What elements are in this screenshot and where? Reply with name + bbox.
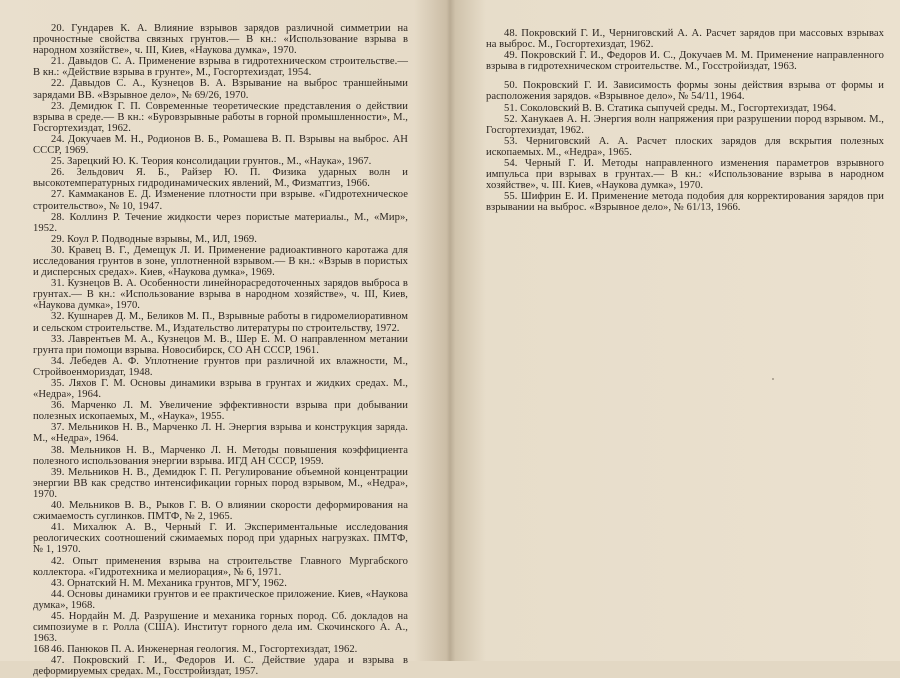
reference-item: 23. Демидюк Г. П. Современные теоретические представления о действии взрыва в среде.— В кн.: «Буровзрывные работы в горной промышленности», М., Госгортехиздат, 1962. [33,100,408,134]
reference-item: 42. Опыт применения взрыва на строительстве Главного Мургабского коллектора. «Гидротехника и мелиорация», № 6, 1971. [33,555,408,578]
reference-item: 36. Марченко Л. М. Увеличение эффективности взрыва при добывании полезных ископаемых, М., «Наука», 1955. [33,400,408,423]
reference-item: 43. Орнатский Н. М. Механика грунтов, МГУ, 1962. [51,577,287,589]
reference-item: 48. Покровский Г. И., Черниговский А. А. Расчет зарядов при массовых взрывах на выброс. М., Госгортехиздат, 1962. [486,28,884,51]
reference-item: 50. Покровский Г. И. Зависимость формы зоны действия взрыва от формы и расположения зарядов. «Взрывное дело», № 54/11, 1964. [486,80,884,103]
reference-item: 47. Покровский Г. И., Федоров И. С. Действие удара и взрыва в деформируемых средах. М., Госстройиздат, 1957. [33,655,408,678]
reference-item: 46. Панюков П. А. Инженерная геология. М., Госгортехиздат, 1962. [51,644,358,656]
reference-item: 27. Каммаканов Е. Д. Изменение плотности при взрыве. «Гидротехническое строительство», № 10, 1947. [33,189,408,212]
paper-speck [772,378,774,380]
reference-item: 28. Коллинз Р. Течение жидкости через пористые материалы., М., «Мир», 1952. [33,211,408,234]
page-number: 168 [33,643,50,655]
reference-item: 41. Михалюк А. В., Черный Г. И. Экспериментальные исследования реологических соотношений сжимаемых пород при ударных нагрузках. ПМТФ, № 1, 1970. [33,522,408,556]
left-page [0,0,448,678]
reference-item: 29. Коул Р. Подводные взрывы, М., ИЛ, 1969. [51,233,257,245]
reference-item: 21. Давыдов С. А. Применение взрыва в гидротехническом строительстве.— В кн.: «Действие взрыва в грунте», М., Госгортехиздат, 1954. [33,56,408,79]
reference-item: 20. Гундарев К. А. Влияние взрывов зарядов различной симметрии на прочностные свойства связных грунтов.— В кн.: «Использование взрыва в народном хозяйстве», ч. III, Киев, «Наукова думка», 1970. [33,23,408,57]
reference-item: 25. Зарецкий Ю. К. Теория консолидации грунтов., М., «Наука», 1967. [51,156,372,168]
reference-item: 40. Мельников В. В., Рыков Г. В. О влиянии скорости деформирования на сжимаемость суглинков. ПМТФ, № 2, 1965. [33,500,408,523]
reference-item: 26. Зельдович Я. Б., Райзер Ю. П. Физика ударных волн и высокотемпературных гидродинамических явлений, М., Физматгиз, 1966. [33,167,408,190]
reference-item: 35. Ляхов Г. М. Основы динамики взрыва в грунтах и жидких средах. М., «Недра», 1964. [33,378,408,401]
right-page [452,0,900,661]
reference-item: 24. Докучаев М. Н., Родионов В. Б., Ромашева В. П. Взрывы на выброс. АН СССР, 1969. [33,133,408,157]
reference-item: 31. Кузнецов В. А. Особенности линейнорасредоточенных зарядов выброса в грунтах.— В кн.: «Использование взрыва в народном хозяйстве», ч. III, Киев, «Наукова думка», 1970. [33,278,408,312]
reference-item: 54. Черный Г. И. Методы направленного изменения параметров взрывного импульса при взрывах в грунтах.— В кн.: «Использование взрыва в народном хозяйстве», ч. III. Киев, «Наукова думка», 1970. [486,158,884,192]
reference-item: 52. Ханукаев А. Н. Энергия волн напряжения при разрушении пород взрывом. М., Госгортехиздат, 1962. [486,113,884,136]
reference-item: 37. Мельников Н. В., Марченко Л. Н. Энергия взрыва и конструкция заряда. М., «Недра», 1964. [33,422,408,445]
reference-list-right [486,28,884,214]
reference-item: 53. Черниговский А. А. Расчет плоских зарядов для вскрытия полезных ископаемых. М., «Недра», 1965. [486,135,884,158]
reference-item: 34. Лебедев А. Ф. Уплотнение грунтов при различной их влажности, М., Стройвоенмориздат, 1948. [33,355,408,378]
reference-item: 22. Давыдов С. А., Кузнецов В. А. Взрывание на выброс траншейными зарядами ВВ. «Взрывное дело», № 69/26, 1970. [33,78,408,101]
reference-item: 30. Кравец В. Г., Демещук Л. И. Применение радиоактивного каротажа для исследования грунтов в зоне, уплотненной взрывом.— В кн.: «Взрыв в пористых и дисперсных средах». Киев, «Наукова думка», 1969. [33,244,408,279]
reference-list-left [33,23,408,678]
reference-item: 55. Шифрин Е. И. Применение метода подобия для корректирования зарядов при взрывании на выброс. «Взрывное дело», № 61/13, 1966. [486,191,884,214]
reference-item: 44. Основы динамики грунтов и ее практическое приложение. Киев, «Наукова думка», 1968. [33,588,408,611]
reference-item: 49. Покровский Г. И., Федоров И. С., Докучаев М. М. Применение направленного взрыва в гидротехническом строительстве. М., Госстройиздат, 1963. [486,50,884,73]
reference-item: 45. Нордайн М. Д. Разрушение и механика горных пород. Сб. докладов на симпозиуме в г. Ролла (США). Институт горного дела им. Скочинского А. А., 1963. [33,610,408,645]
reference-item: 38. Мельников Н. В., Марченко Л. Н. Методы повышения коэффициента полезного использования энергии взрыва. ИГД АН СССР, 1959. [33,444,408,467]
reference-item: 39. Мельников Н. В., Демидюк Г. П. Регулирование объемной концентрации энергии ВВ как средство интенсификации горных пород взрывом, М., «Недра», 1970. [33,466,408,500]
reference-item: 33. Лаврентьев М. А., Кузнецов М. В., Шер Е. М. О направленном метании грунта при помощи взрыва. Новосибирск, СО АН СССР, 1961. [33,333,408,356]
reference-item: 32. Кушнарев Д. М., Беликов М. П., Взрывные работы в гидромелиоративном и сельском строительстве. М., Издательство литературы по строительству, 1972. [33,311,408,334]
reference-item: 51. Соколовский В. В. Статика сыпучей среды. М., Госгортехиздат, 1964. [504,102,837,114]
